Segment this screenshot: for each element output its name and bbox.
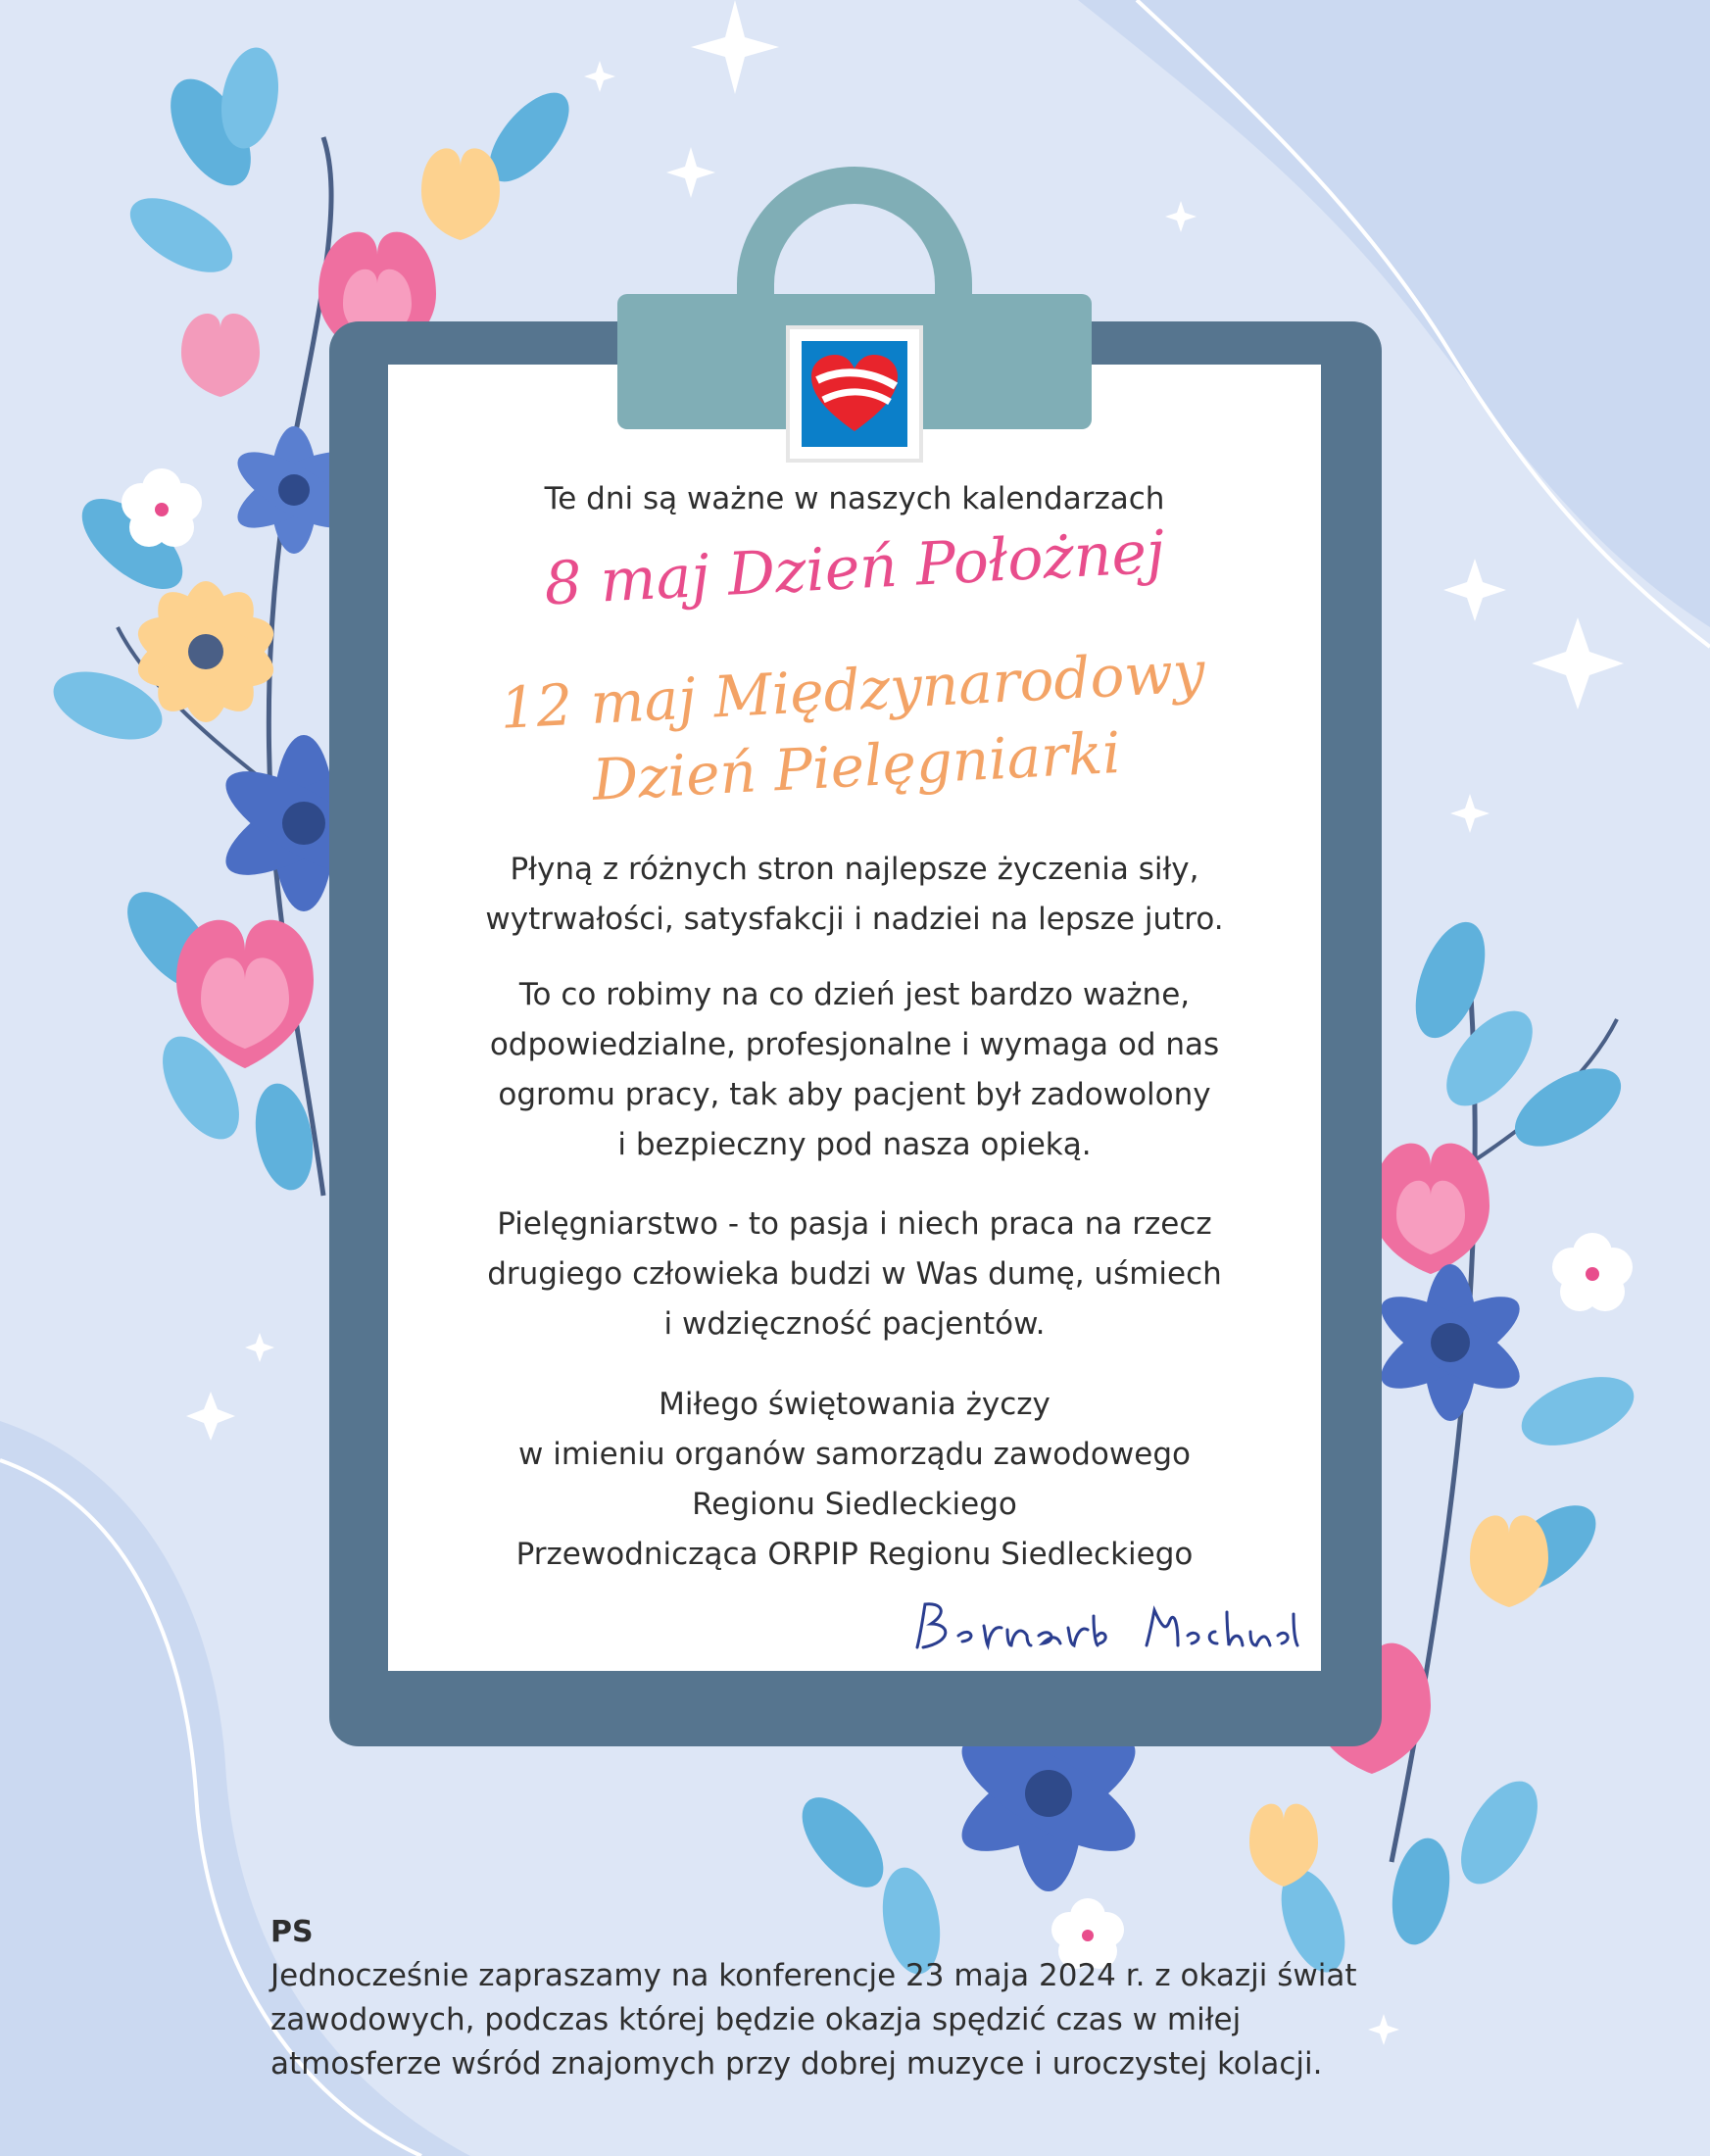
headline-midwife-day: 8 maj Dzień Położnej [542,517,1167,619]
closing-line: Miłego świętowania życzy [659,1387,1050,1422]
ps-line: Jednocześnie zapraszamy na konferencje 23 maja 2024 r. z okazji świat [270,1958,1357,1993]
paragraph-wishes [388,845,1321,945]
closing-line: Regionu Siedleckiego [692,1487,1017,1522]
paragraph-line: i bezpieczny pod nasza opieką. [617,1127,1092,1162]
sparkle-icon [186,1392,235,1441]
leaf-icon [1502,1053,1634,1162]
handwritten-signature [902,1592,1303,1661]
paragraph-work [388,970,1321,1170]
sparkle-icon [1532,617,1624,710]
leaf-icon [787,1784,899,1901]
paragraph-line: To co robimy na co dzień jest bardzo ważne, [518,977,1191,1012]
flower-pink-icon [181,314,260,397]
paragraph-line: i wdzięczność pacjentów. [663,1306,1046,1342]
ps-line: atmosferze wśród znajomych przy dobrej muzyce i uroczystej kolacji. [270,2046,1323,2082]
closing-line: Przewodnicząca ORPIP Regionu Siedleckiego [515,1537,1194,1572]
flower-yellow-bud-icon [1470,1515,1548,1607]
sparkle-icon [245,1333,274,1362]
headline-nurse-day-line2: Dzień Pielęgniarki [590,718,1123,814]
paragraph-line: Płyną z różnych stron najlepsze życzenia siły, [510,852,1199,887]
headline-nurse-day-line1: 12 maj Międzynarodowy [498,638,1207,742]
ps-label: PS [270,1915,314,1949]
paragraph-line: wytrwałości, satysfakcji i nadziei na lepsze jutro. [485,902,1224,937]
paragraph-line: odpowiedzialne, profesjonalne i wymaga od nas [489,1027,1220,1062]
sparkle-icon [1165,201,1197,232]
ps-line: zawodowych, podczas której będzie okazja spędzić czas w miłej [270,2002,1242,2037]
flower-blue-icon [1369,1264,1533,1421]
flower-white-icon [1552,1233,1633,1311]
sparkle-icon [1443,559,1506,621]
paragraph-line: drugiego człowieka budzi w Was dumę, uśmiech [487,1256,1222,1292]
sparkle-icon [691,0,779,94]
sparkle-icon [666,147,715,198]
intro-text: Te dni są ważne w naszych kalendarzach [544,481,1165,516]
closing-block [388,1380,1321,1580]
leaf-icon [119,183,244,287]
logo [786,325,923,463]
heart-logo-icon [802,341,907,447]
sparkle-icon [584,61,615,92]
leaf-icon [1445,1769,1553,1896]
paragraph-line: Pielęgniarstwo - to pasja i niech praca na rzecz [497,1206,1212,1242]
flower-yellow-bud-icon [421,148,500,240]
postscript [270,1911,1544,2086]
leaf-icon [1512,1363,1642,1458]
flower-white-icon [122,468,202,547]
paragraph-line: ogromu pracy, tak aby pacjent był zadowolony [498,1077,1211,1112]
sparkle-icon [1450,794,1490,833]
closing-line: w imieniu organów samorządu zawodowego [518,1437,1191,1472]
paragraph-nursing [388,1200,1321,1349]
